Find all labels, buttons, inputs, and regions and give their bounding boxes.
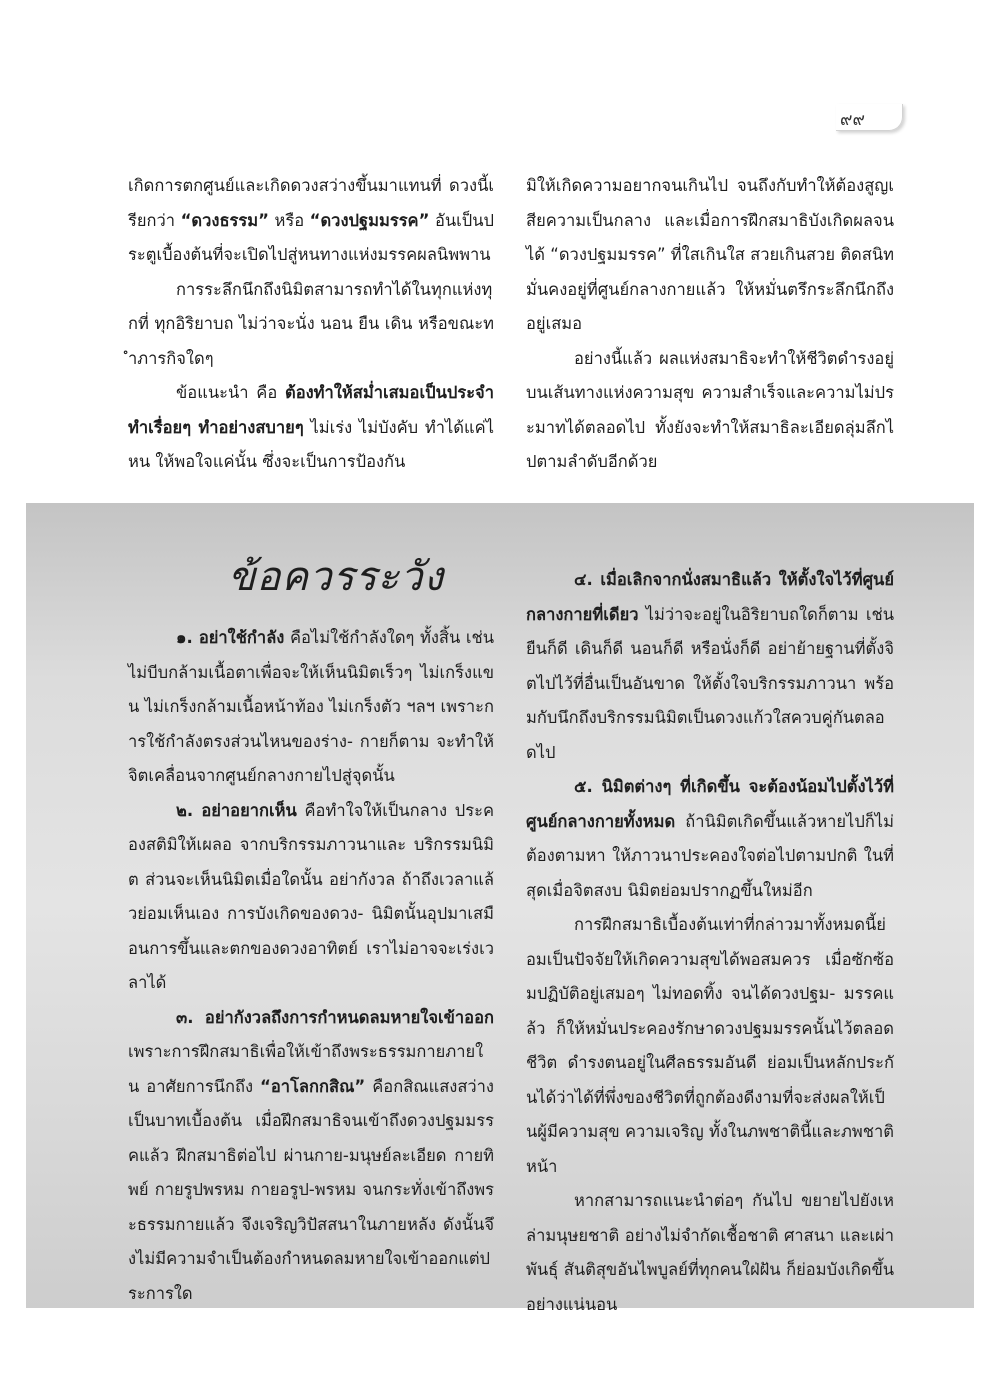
caution-item-1: ๑. อย่าใช้กำลัง คือไม่ใช้กำลังใดๆ ทั้งสิ้น เช่น ไม่บีบกล้ามเนื้อตาเพื่อจะให้เห็นนิมิตเร็วๆ ไม่เกร็งแขน ไม่เกร็งกล้ามเนื้อหน้าท้อง ไม่เกร็งตัว ฯลฯ เพราะการใช้กำลังตรงส่วนไหนของร่าง- กายก็ตาม จะทำให้จิตเคลื่อนจากศูนย์กลางกายไปสู่จุดนั้น	[128, 628, 494, 785]
caution-item-3: ๓. อย่ากังวลถึงการกำหนดลมหายใจเข้าออก เพราะการฝึกสมาธิเพื่อให้เข้าถึงพระธรรมกายภายใน อาศัยการนึกถึง “อาโลกกสิณ” คือกสิณแสงสว่างเป็นบาทเบื้องต้น เมื่อฝึกสมาธิจนเข้าถึงดวงปฐมมรรคแล้ว ฝึกสมาธิต่อไป ผ่านกาย-มนุษย์ละเอียด กายทิพย์ กายรูปพรหม กายอรูป-พรหม จนกระทั่งเข้าถึงพระธรรมกายแล้ว จึงเจริญวิปัสสนาในภายหลัง ดังนั้นจึงไม่มีความจำเป็นต้องกำหนดลมหายใจเข้าออกแต่ประการใด	[128, 1007, 494, 1303]
caution-item-2: ๒. อย่าอยากเห็น คือทำใจให้เป็นกลาง ประคองสติมิให้เผลอ จากบริกรรมภาวนาและ บริกรรมนิมิต ส่วนจะเห็นนิมิตเมื่อใดนั้น อย่ากังวล ถ้าถึงเวลาแล้วย่อมเห็นเอง การบังเกิดของดวง- นิมิตนั้นอุปมาเสมือนการขึ้นและตกของดวงอาทิตย์ เราไม่อาจจะเร่งเวลาได้	[128, 800, 494, 992]
paragraph: เกิดการตกศูนย์และเกิดดวงสว่างขึ้นมาแทนที่ ดวงนี้เรียกว่า “ดวงธรรม” หรือ “ดวงปฐมมรรค” อันเป็นประตูเบื้องต้นที่จะเปิดไปสู่หนทางแห่งมรรคผลนิพพาน	[128, 176, 495, 264]
paragraph: ข้อแนะนำ คือ ต้องทำให้สม่ำเสมอเป็นประจำ ทำเรื่อยๆ ทำอย่างสบายๆ ไม่เร่ง ไม่บังคับ ทำได้แค่ไหน ให้พอใจแค่นั้น ซึ่งจะเป็นการป้องกัน	[128, 383, 494, 471]
caution-item-4: ๔. เมื่อเลิกจากนั่งสมาธิแล้ว ให้ตั้งใจไว้ที่ศูนย์กลางกายที่เดียว ไม่ว่าจะอยู่ในอิริยาบถใดก็ตาม เช่น ยืนก็ดี เดินก็ดี นอนก็ดี หรือนั่งก็ดี อย่าย้ายฐานที่ตั้งจิตไปไว้ที่อื่นเป็นอันขาด ให้ตั้งใจบริกรรมภาวนา พร้อมกับนึกถึงบริกรรมนิมิตเป็นดวงแก้วใสควบคู่กันตลอดไป	[526, 570, 894, 762]
top-left-column	[128, 169, 494, 480]
page-number: ๙๙	[840, 110, 865, 130]
caution-item-5: ๕. นิมิตต่างๆ ที่เกิดขึ้น จะต้องน้อมไปตั้งไว้ที่ศูนย์กลางกายทั้งหมด ถ้านิมิตเกิดขึ้นแล้วหายไปก็ไม่ต้องตามหา ให้ภาวนาประคองใจต่อไปตามปกติ ในที่สุดเมื่อจิตสงบ นิมิตย่อมปรากฏขึ้นใหม่อีก	[526, 777, 894, 900]
paragraph: การระลึกนึกถึงนิมิตสามารถทำได้ในทุกแห่งทุกที่ ทุกอิริยาบถ ไม่ว่าจะนั่ง นอน ยืน เดิน หรือขณะทำภารกิจใดๆ	[128, 279, 494, 368]
paragraph: หากสามารถแนะนำต่อๆ กันไป ขยายไปยังเหล่ามนุษยชาติ อย่างไม่จำกัดเชื้อชาติ ศาสนา และเผ่าพันธุ์ สันติสุขอันไพบูลย์ที่ทุกคนใฝ่ฝัน ก็ย่อมบังเกิดขึ้นอย่างแน่นอน	[526, 1191, 894, 1314]
page-number-tab	[836, 104, 903, 131]
paragraph: การฝึกสมาธิเบื้องต้นเท่าที่กล่าวมาทั้งหมดนี้ย่อมเป็นปัจจัยให้เกิดความสุขได้พอสมควร เมื่อซักซ้อมปฏิบัติอยู่เสมอๆ ไม่ทอดทิ้ง จนได้ดวงปฐม- มรรคแล้ว ก็ให้หมั่นประคองรักษาดวงปฐมมรรคนั้นไว้ตลอดชีวิต ดำรงตนอยู่ในศีลธรรมอันดี ย่อมเป็นหลักประกันได้ว่าได้ที่พึ่งของชีวิตที่ถูกต้องดีงามที่จะส่งผลให้เป็นผู้มีความสุข ความเจริญ ทั้งในภพชาตินี้และภพชาติหน้า	[526, 915, 894, 1176]
caution-right-column	[526, 563, 894, 1322]
caution-left-column	[128, 621, 494, 1311]
paragraph: มิให้เกิดความอยากจนเกินไป จนถึงกับทำให้ต้องสูญเสียความเป็นกลาง และเมื่อการฝึกสมาธิบังเกิดผลจนได้ “ดวงปฐมมรรค” ที่ใสเกินใส สวยเกินสวย ติดสนิทมั่นคงอยู่ที่ศูนย์กลางกายแล้ว ให้หมั่นตรึกระลึกนึกถึงอยู่เสมอ	[526, 176, 894, 333]
caution-title: ข้อควรระวัง	[228, 554, 445, 600]
paragraph: อย่างนี้แล้ว ผลแห่งสมาธิจะทำให้ชีวิตดำรงอยู่บนเส้นทางแห่งความสุข ความสำเร็จและความไม่ประมาทได้ตลอดไป ทั้งยังจะทำให้สมาธิละเอียดลุ่มลึกไปตามลำดับอีกด้วย	[526, 348, 894, 471]
top-right-column	[526, 169, 894, 480]
